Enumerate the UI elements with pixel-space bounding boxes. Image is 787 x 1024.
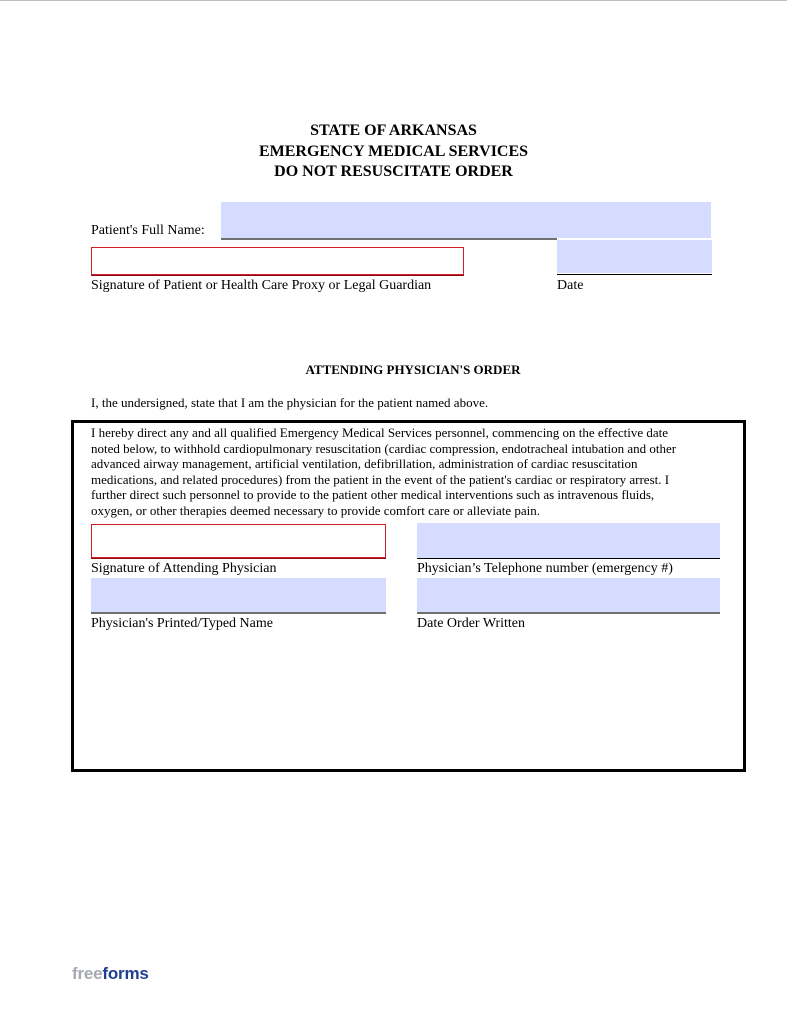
physician-telephone-underline: [417, 558, 720, 559]
form-title-state: STATE OF ARKANSAS: [310, 122, 477, 139]
form-title-order: DO NOT RESUSCITATE ORDER: [274, 163, 513, 180]
physician-telephone-field[interactable]: [417, 523, 720, 558]
order-line: medications, and related procedures) from the patient in the event of the patient's cardiac or respiratory arrest. I: [91, 471, 670, 487]
physician-section-title: ATTENDING PHYSICIAN'S ORDER: [305, 362, 521, 377]
date-order-written-field[interactable]: [417, 578, 720, 612]
order-line: noted below, to withhold cardiopulmonary resuscitation (cardiac compression, endotracheal intubation and other: [91, 440, 677, 456]
patient-name-label: Patient's Full Name:: [91, 223, 205, 238]
patient-date-underline: [557, 274, 712, 275]
order-line: oxygen, or other therapies deemed necessary to provide comfort care or alleviate pain.: [91, 502, 541, 518]
patient-signature-field[interactable]: [91, 247, 464, 275]
patient-name-field[interactable]: [221, 202, 711, 238]
order-line: I hereby direct any and all qualified Emergency Medical Services personnel, commencing on the effective date: [91, 425, 669, 440]
order-line: further direct such personnel to provide to the patient other medical interventions such as intravenous fluids,: [91, 487, 655, 503]
patient-signature-label: Signature of Patient or Health Care Proxy or Legal Guardian: [91, 278, 432, 293]
physician-signature-label: Signature of Attending Physician: [91, 561, 277, 576]
physician-order-text: [91, 425, 741, 519]
logo-forms-text: forms: [102, 964, 149, 983]
physician-telephone-label: Physician’s Telephone number (emergency #): [417, 561, 673, 576]
page-top-border: [0, 0, 787, 1]
physician-printed-name-label: Physician's Printed/Typed Name: [91, 616, 273, 631]
patient-name-underline: [221, 238, 557, 240]
date-order-written-underline: [417, 612, 720, 614]
order-line: advanced airway management, artificial ventilation, defibrillation, administration of cardiac resuscitation: [91, 456, 638, 472]
physician-statement: I, the undersigned, state that I am the physician for the patient named above.: [91, 395, 489, 410]
freeforms-logo: [72, 964, 149, 984]
patient-date-label: Date: [557, 278, 584, 293]
physician-signature-field[interactable]: [91, 524, 386, 558]
patient-date-field[interactable]: [557, 240, 712, 273]
date-order-written-label: Date Order Written: [417, 616, 526, 631]
form-title-agency: EMERGENCY MEDICAL SERVICES: [258, 143, 529, 160]
physician-printed-name-field[interactable]: [91, 578, 386, 612]
logo-free-text: free: [72, 964, 103, 983]
physician-printed-name-underline: [91, 612, 386, 614]
